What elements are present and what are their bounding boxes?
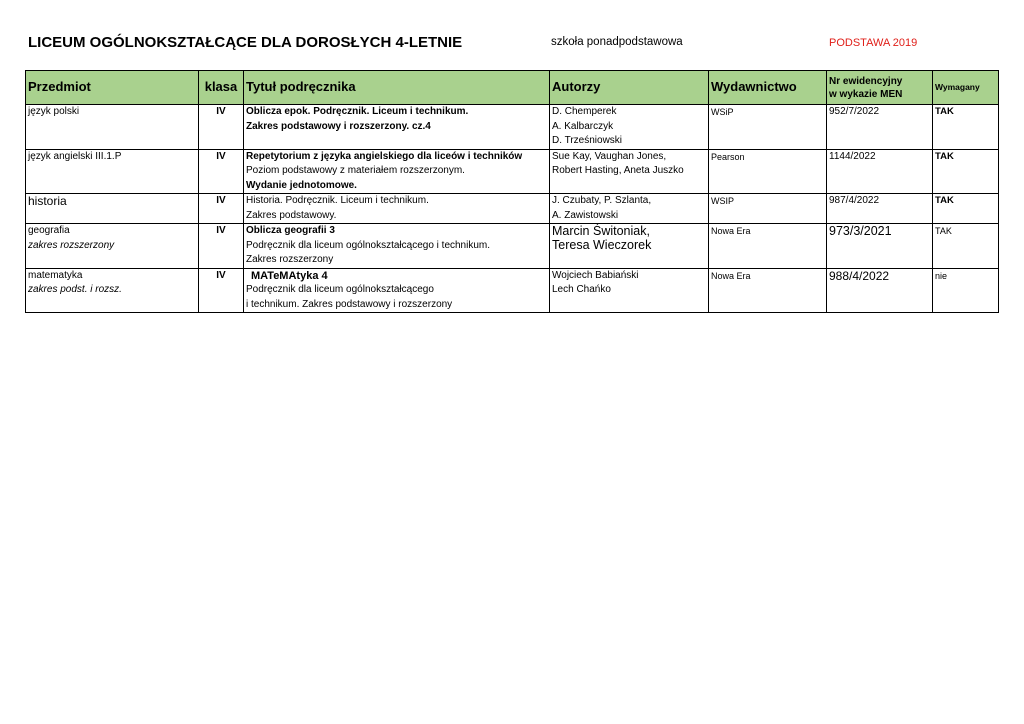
subject-name: geografia — [28, 225, 70, 236]
col-title: Tytuł podręcznika — [244, 71, 550, 105]
required-cell: nie — [933, 268, 999, 313]
author-line: Robert Hasting, Aneta Juszko — [552, 165, 684, 176]
title-line: Zakres rozszerzony — [246, 254, 334, 265]
textbook-table — [25, 70, 999, 313]
title-line: Zakres podstawowy. — [246, 209, 337, 221]
author-line: A. Zawistowski — [552, 209, 619, 221]
title-line: Podręcznik dla liceum ogólnokształcącego — [246, 284, 434, 295]
title-line: i technikum. Zakres podstawowy i rozszerzony — [246, 298, 453, 310]
title-cell — [244, 268, 550, 313]
table-row — [26, 224, 999, 269]
author-line: Wojciech Babiański — [552, 269, 639, 281]
school-type: szkoła ponadpodstawowa — [551, 36, 683, 48]
subject-note: zakres rozszerzony — [28, 239, 115, 251]
col-registration-line1: Nr ewidencyjny — [829, 75, 903, 87]
publisher-cell: Nowa Era — [709, 224, 827, 269]
subject-cell — [26, 268, 199, 313]
col-registration — [827, 71, 933, 105]
author-line: Sue Kay, Vaughan Jones, — [552, 150, 667, 162]
registration-cell: 952/7/2022 — [827, 105, 933, 150]
table-row — [26, 268, 999, 313]
author-line: Lech Chańko — [552, 284, 611, 295]
author-line: Teresa Wieczorek — [552, 238, 652, 252]
title-line: Repetytorium z języka angielskiego dla liceów i techników — [246, 150, 523, 162]
registration-cell: 988/4/2022 — [827, 268, 933, 313]
col-authors: Autorzy — [550, 71, 709, 105]
col-grade: klasa — [199, 71, 244, 105]
col-subject: Przedmiot — [26, 71, 199, 105]
subject-name: język angielski III.1.P — [28, 150, 122, 162]
subject-cell — [26, 149, 199, 194]
subject-name: historia — [28, 194, 67, 208]
required-cell: TAK — [933, 194, 999, 224]
table-row — [26, 105, 999, 150]
registration-cell: 973/3/2021 — [827, 224, 933, 269]
author-line: A. Kalbarczyk — [552, 120, 614, 132]
authors-cell — [550, 268, 709, 313]
grade-cell: IV — [199, 105, 244, 150]
authors-cell — [550, 194, 709, 224]
subject-name: język polski — [28, 106, 80, 117]
publisher-cell: WSiP — [709, 105, 827, 150]
grade-cell: IV — [199, 224, 244, 269]
author-line: Marcin Świtoniak, — [552, 224, 650, 238]
subject-cell — [26, 105, 199, 150]
grade-cell: IV — [199, 194, 244, 224]
publisher-cell: Pearson — [709, 149, 827, 194]
author-line: D. Trześniowski — [552, 135, 623, 146]
col-publisher: Wydawnictwo — [709, 71, 827, 105]
grade-cell: IV — [199, 268, 244, 313]
title-line: Historia. Podręcznik. Liceum i technikum. — [246, 195, 429, 206]
title-line: MATeMAtyka 4 — [251, 269, 328, 282]
title-line: Wydanie jednotomowe. — [246, 179, 357, 191]
title-cell — [244, 149, 550, 194]
required-cell: TAK — [933, 224, 999, 269]
col-required: Wymagany — [933, 71, 999, 105]
registration-cell: 987/4/2022 — [827, 194, 933, 224]
title-line: Poziom podstawowy z materiałem rozszerzonym. — [246, 165, 465, 176]
grade-cell: IV — [199, 149, 244, 194]
title-line: Zakres podstawowy i rozszerzony. cz.4 — [246, 120, 431, 132]
title-line: Oblicza geografii 3 — [246, 225, 335, 236]
authors-cell — [550, 224, 709, 269]
title-cell — [244, 105, 550, 150]
subject-cell — [26, 194, 199, 224]
publisher-cell: WSIP — [709, 194, 827, 224]
col-registration-line2: w wykazie MEN — [829, 88, 903, 100]
table-row — [26, 194, 999, 224]
author-line: D. Chemperek — [552, 106, 617, 117]
title-cell — [244, 224, 550, 269]
table-row — [26, 149, 999, 194]
title-line: Oblicza epok. Podręcznik. Liceum i technikum. — [246, 106, 469, 117]
required-cell: TAK — [933, 105, 999, 150]
subject-note: zakres podst. i rozsz. — [28, 284, 122, 295]
curriculum-base: PODSTAWA 2019 — [829, 37, 918, 49]
table-header-row — [26, 71, 999, 105]
author-line: J. Czubaty, P. Szlanta, — [552, 195, 652, 206]
authors-cell — [550, 105, 709, 150]
subject-name: matematyka — [28, 269, 83, 281]
subject-cell — [26, 224, 199, 269]
title-cell — [244, 194, 550, 224]
required-cell: TAK — [933, 149, 999, 194]
authors-cell — [550, 149, 709, 194]
publisher-cell: Nowa Era — [709, 268, 827, 313]
title-line: Podręcznik dla liceum ogólnokształcącego i technikum. — [246, 239, 491, 251]
registration-cell: 1144/2022 — [827, 149, 933, 194]
page-title: LICEUM OGÓLNOKSZTAŁCĄCE DLA DOROSŁYCH 4-LETNIE — [28, 34, 463, 51]
